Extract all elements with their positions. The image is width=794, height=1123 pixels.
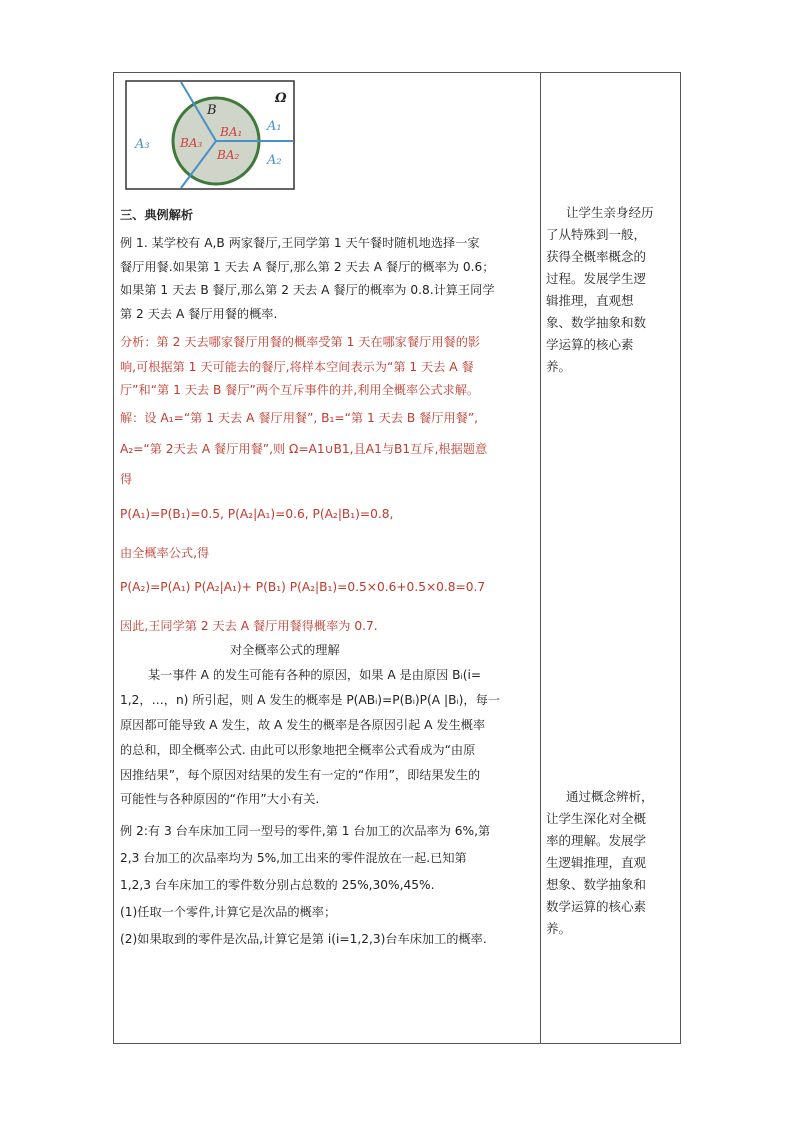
ba1-label: BA₁ bbox=[220, 125, 243, 139]
example2-line: (2)如果取到的零件是次品,计算它是第 i(i=1,2,3)台车床加工的概率. bbox=[120, 932, 487, 946]
understanding-line: 可能性与各种原因的“作用”大小有关. bbox=[120, 792, 320, 806]
example1-line: 例 1. 某学校有 A,B 两家餐厅,王同学第 1 天午餐时随机地选择一家 bbox=[120, 236, 480, 250]
understanding-line: 因推结果”，每个原因对结果的发生有一定的“作用”，即结果发生的 bbox=[120, 768, 481, 782]
omega-label: Ω bbox=[275, 91, 287, 106]
side-note-2 bbox=[546, 786, 676, 940]
solution-line: 由全概率公式,得 bbox=[120, 546, 210, 560]
side-note-line: 学运算的核心素 bbox=[546, 337, 634, 352]
a3-label: A₃ bbox=[135, 137, 150, 152]
solution-line: 得 bbox=[120, 472, 133, 486]
side-note-line: 数学运算的核心素 bbox=[546, 899, 647, 914]
example2-line: 例 2:有 3 台车床加工同一型号的零件,第 1 台加工的次品率为 6%,第 bbox=[120, 824, 491, 838]
side-note-line: 辑推理，直观想 bbox=[546, 293, 634, 308]
example1-line: 如果第 1 天去 B 餐厅,那么第 2 天去 A 餐厅的概率为 0.8.计算王同学 bbox=[120, 283, 495, 297]
venn-figure bbox=[125, 80, 297, 192]
example2-line: (1)任取一个零件,计算它是次品的概率； bbox=[120, 905, 337, 919]
example2-line: 1,2,3 台车床加工的零件数分别占总数的 25%,30%,45%. bbox=[120, 878, 435, 892]
side-note-1 bbox=[546, 202, 676, 378]
ba2-label: BA₂ bbox=[217, 148, 240, 162]
understanding-line: 某一事件 A 的发生可能有各种的原因，如果 A 是由原因 Bᵢ(i= bbox=[148, 668, 482, 682]
side-column bbox=[546, 72, 680, 1044]
solution-line: P(A₁)=P(B₁)=0.5, P(A₂|A₁)=0.6, P(A₂|B₁)=0.8, bbox=[120, 507, 394, 521]
b-label: B bbox=[207, 103, 217, 118]
side-note-line: 想象、数学抽象和 bbox=[546, 877, 647, 892]
column-divider bbox=[540, 72, 541, 1044]
ba3-label: BA₃ bbox=[180, 136, 203, 150]
solution-line: 因此,王同学第 2 天去 A 餐厅用餐得概率为 0.7. bbox=[120, 619, 378, 633]
analysis-line: 厅”和“第 1 天去 B 餐厅”两个互斥事件的并,利用全概率公式求解。 bbox=[120, 383, 480, 397]
understanding-line: 1,2，…，n) 所引起，则 A 发生的概率是 P(ABᵢ)=P(Bᵢ)P(A |Bᵢ)，每一 bbox=[120, 693, 500, 707]
example1-line: 第 2 天去 A 餐厅用餐的概率. bbox=[120, 307, 278, 321]
analysis-line: 响,可根据第 1 天可能去的餐厅,将样本空间表示为“第 1 天去 A 餐 bbox=[120, 360, 474, 374]
side-note-line: 生逻辑推理，直观 bbox=[546, 855, 647, 870]
understanding-line: 的总和，即全概率公式. 由此可以形象地把全概率公式看成为“由原 bbox=[120, 743, 476, 757]
solution-line: A₂=“第 2天去 A 餐厅用餐”,则 Ω=A1∪B1,且A1与B1互斥,根据题意 bbox=[120, 442, 488, 456]
example1-line: 餐厅用餐.如果第 1 天去 A 餐厅,那么第 2 天去 A 餐厅的概率为 0.6； bbox=[120, 260, 495, 274]
side-note-line: 获得全概率概念的 bbox=[546, 249, 647, 264]
example2-line: 2,3 台加工的次品率均为 5%,加工出来的零件混放在一起.已知第 bbox=[120, 851, 467, 865]
solution-line: 解：设 A₁=“第 1 天去 A 餐厅用餐”, B₁=“第 1 天去 B 餐厅用餐”, bbox=[120, 411, 479, 425]
side-note-line: 让学生亲身经历 bbox=[566, 205, 654, 220]
understanding-line: 原因都可能导致 A 发生，故 A 发生的概率是各原因引起 A 发生概率 bbox=[120, 718, 486, 732]
a2-label: A₂ bbox=[267, 153, 282, 168]
side-note-line: 养。 bbox=[546, 921, 572, 936]
section-title: 三、典例解析 bbox=[120, 208, 194, 222]
understanding-title: 对全概率公式的理解 bbox=[230, 643, 340, 657]
side-note-line: 了从特殊到一般， bbox=[546, 227, 647, 242]
solution-line: P(A₂)=P(A₁) P(A₂|A₁)+ P(B₁) P(A₂|B₁)=0.5×0.6+0.5×0.8=0.7 bbox=[120, 580, 486, 594]
side-note-line: 象、数学抽象和数 bbox=[546, 315, 647, 330]
side-note-line: 通过概念辨析， bbox=[566, 789, 654, 804]
analysis-line: 分析：第 2 天去哪家餐厅用餐的概率受第 1 天在哪家餐厅用餐的影 bbox=[120, 335, 481, 349]
main-column bbox=[120, 72, 536, 1044]
side-note-line: 率的理解。发展学 bbox=[546, 833, 647, 848]
side-note-line: 过程。发展学生逻 bbox=[546, 271, 647, 286]
side-note-line: 让学生深化对全概 bbox=[546, 811, 647, 826]
a1-label: A₁ bbox=[267, 119, 282, 134]
side-note-line: 养。 bbox=[546, 359, 572, 374]
